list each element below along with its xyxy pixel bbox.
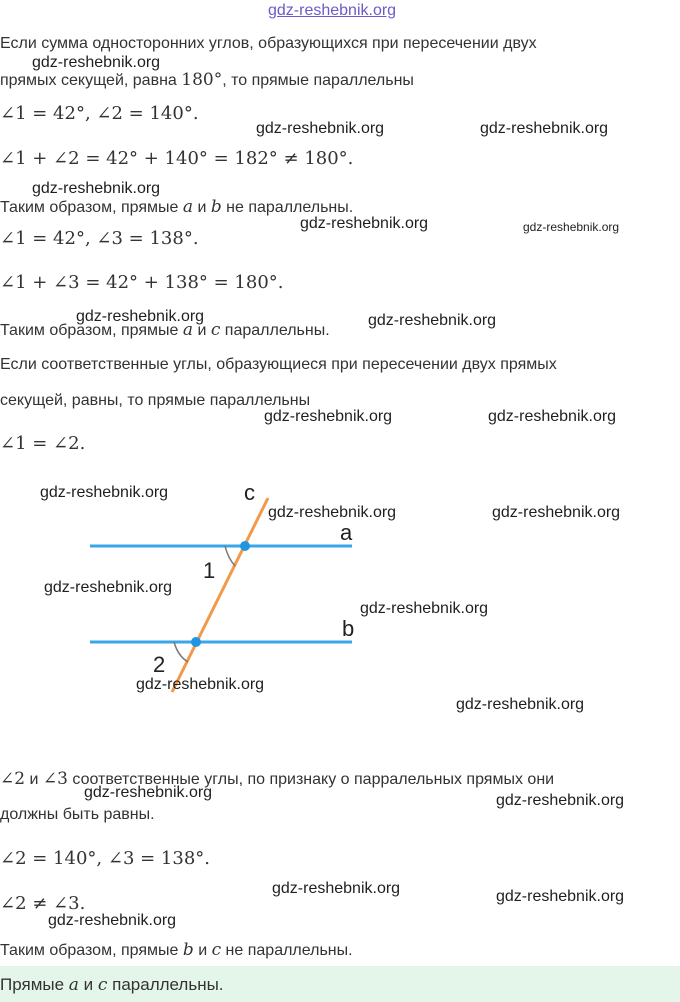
angle-2-label: 2 [153, 652, 166, 677]
equation-2: ∠1 + ∠2 = 42° + 140° = 182° ≠ 180°. [0, 148, 354, 169]
angle-symbol: ∠2 [0, 769, 26, 789]
answer-part: параллельны. [107, 975, 224, 994]
transversal-c [172, 498, 268, 692]
watermark: gdz-reshebnik.org [48, 912, 177, 929]
label-c: c [244, 480, 255, 505]
sentence-line-2: должны быть равны. [0, 806, 155, 823]
watermark: gdz-reshebnik.org [456, 696, 585, 713]
intro-text-part: прямых секущей, равна [0, 72, 182, 89]
intro2-line-2: секущей, равны, то прямые параллельны [0, 392, 311, 409]
watermark: gdz-reshebnik.org [300, 215, 429, 232]
line-letter: c [211, 940, 222, 960]
watermark: gdz-reshebnik.org [84, 784, 213, 801]
watermark: gdz-reshebnik.org [256, 120, 385, 137]
intersection-point-b [191, 637, 201, 647]
line-letter: c [97, 975, 108, 995]
line-letter: a [182, 197, 193, 217]
conclusion-text: не параллельны. [221, 942, 353, 959]
angle-1-arc [225, 546, 235, 566]
watermark: gdz-reshebnik.org [32, 54, 161, 71]
conclusion-text: Таким образом, прямые [0, 199, 183, 216]
angle-2-arc [174, 642, 188, 662]
site-link[interactable]: gdz-reshebnik.org [268, 2, 397, 19]
answer-box [0, 966, 680, 1002]
line-letter: b [210, 197, 222, 217]
watermark: gdz-reshebnik.org [40, 484, 169, 501]
answer-part: и [78, 975, 98, 994]
equation-7: ∠2 ≠ ∠3. [0, 893, 86, 914]
equation-4: ∠1 + ∠3 = 42° + 138° = 180°. [0, 272, 284, 293]
label-b: b [342, 616, 355, 641]
watermark: gdz-reshebnik.org [496, 792, 625, 809]
intro-text-part: , то прямые параллельны [222, 72, 414, 89]
conclusion-3 [0, 940, 353, 960]
equation-3: ∠1 = 42°, ∠3 = 138°. [0, 228, 199, 249]
sentence-text: и [25, 771, 43, 788]
intro-text-line-1: Если сумма односторонних углов, образующихся при пересечении двух [0, 35, 537, 52]
answer-part: Прямые [0, 975, 69, 994]
conclusion-text: и [193, 942, 212, 959]
watermark: gdz-reshebnik.org [480, 120, 609, 137]
conclusion-1 [0, 197, 353, 217]
conclusion-text: не параллельны. [221, 199, 354, 216]
intro2-line-1: Если соответственные углы, образующиеся при пересечении двух прямых [0, 356, 557, 373]
line-letter: b [182, 940, 194, 960]
sentence-text: соответственные углы, по признаку о парралельных прямых они [67, 771, 555, 788]
watermark: gdz-reshebnik.org [488, 408, 617, 425]
equation-1: ∠1 = 42°, ∠2 = 140°. [0, 103, 199, 124]
watermark: gdz-reshebnik.org [272, 880, 401, 897]
line-letter: a [182, 320, 193, 340]
watermark: gdz-reshebnik.org [268, 504, 397, 521]
intro-text-line-2 [0, 70, 414, 90]
watermark: gdz-reshebnik.org [32, 180, 161, 197]
conclusion-text: и [193, 199, 211, 216]
label-a: a [340, 520, 353, 545]
watermark: gdz-reshebnik.org [360, 600, 489, 617]
watermark: gdz-reshebnik.org [492, 504, 621, 521]
conclusion-text: Таким образом, прямые [0, 322, 183, 339]
line-letter: c [210, 320, 221, 340]
line-letter: a [68, 975, 79, 995]
watermark: gdz-reshebnik.org [136, 676, 265, 693]
watermark: gdz-reshebnik.org [496, 888, 625, 905]
watermark: gdz-reshebnik.org [76, 308, 205, 325]
angle-value: 180° [181, 70, 223, 90]
watermark: gdz-reshebnik.org [368, 312, 497, 329]
conclusion-text: и [193, 322, 211, 339]
watermark: gdz-reshebnik.org [523, 220, 620, 234]
angle-symbol: ∠3 [42, 769, 68, 789]
answer-text [0, 975, 224, 995]
watermark: gdz-reshebnik.org [264, 408, 393, 425]
conclusion-text: параллельны. [220, 322, 330, 339]
equation-5: ∠1 = ∠2. [0, 433, 86, 454]
intersection-point-a [240, 541, 250, 551]
watermark: gdz-reshebnik.org [44, 579, 173, 596]
conclusion-text: Таким образом, прямые [0, 942, 183, 959]
angle-1-label: 1 [203, 558, 216, 583]
equation-6: ∠2 = 140°, ∠3 = 138°. [0, 848, 210, 869]
